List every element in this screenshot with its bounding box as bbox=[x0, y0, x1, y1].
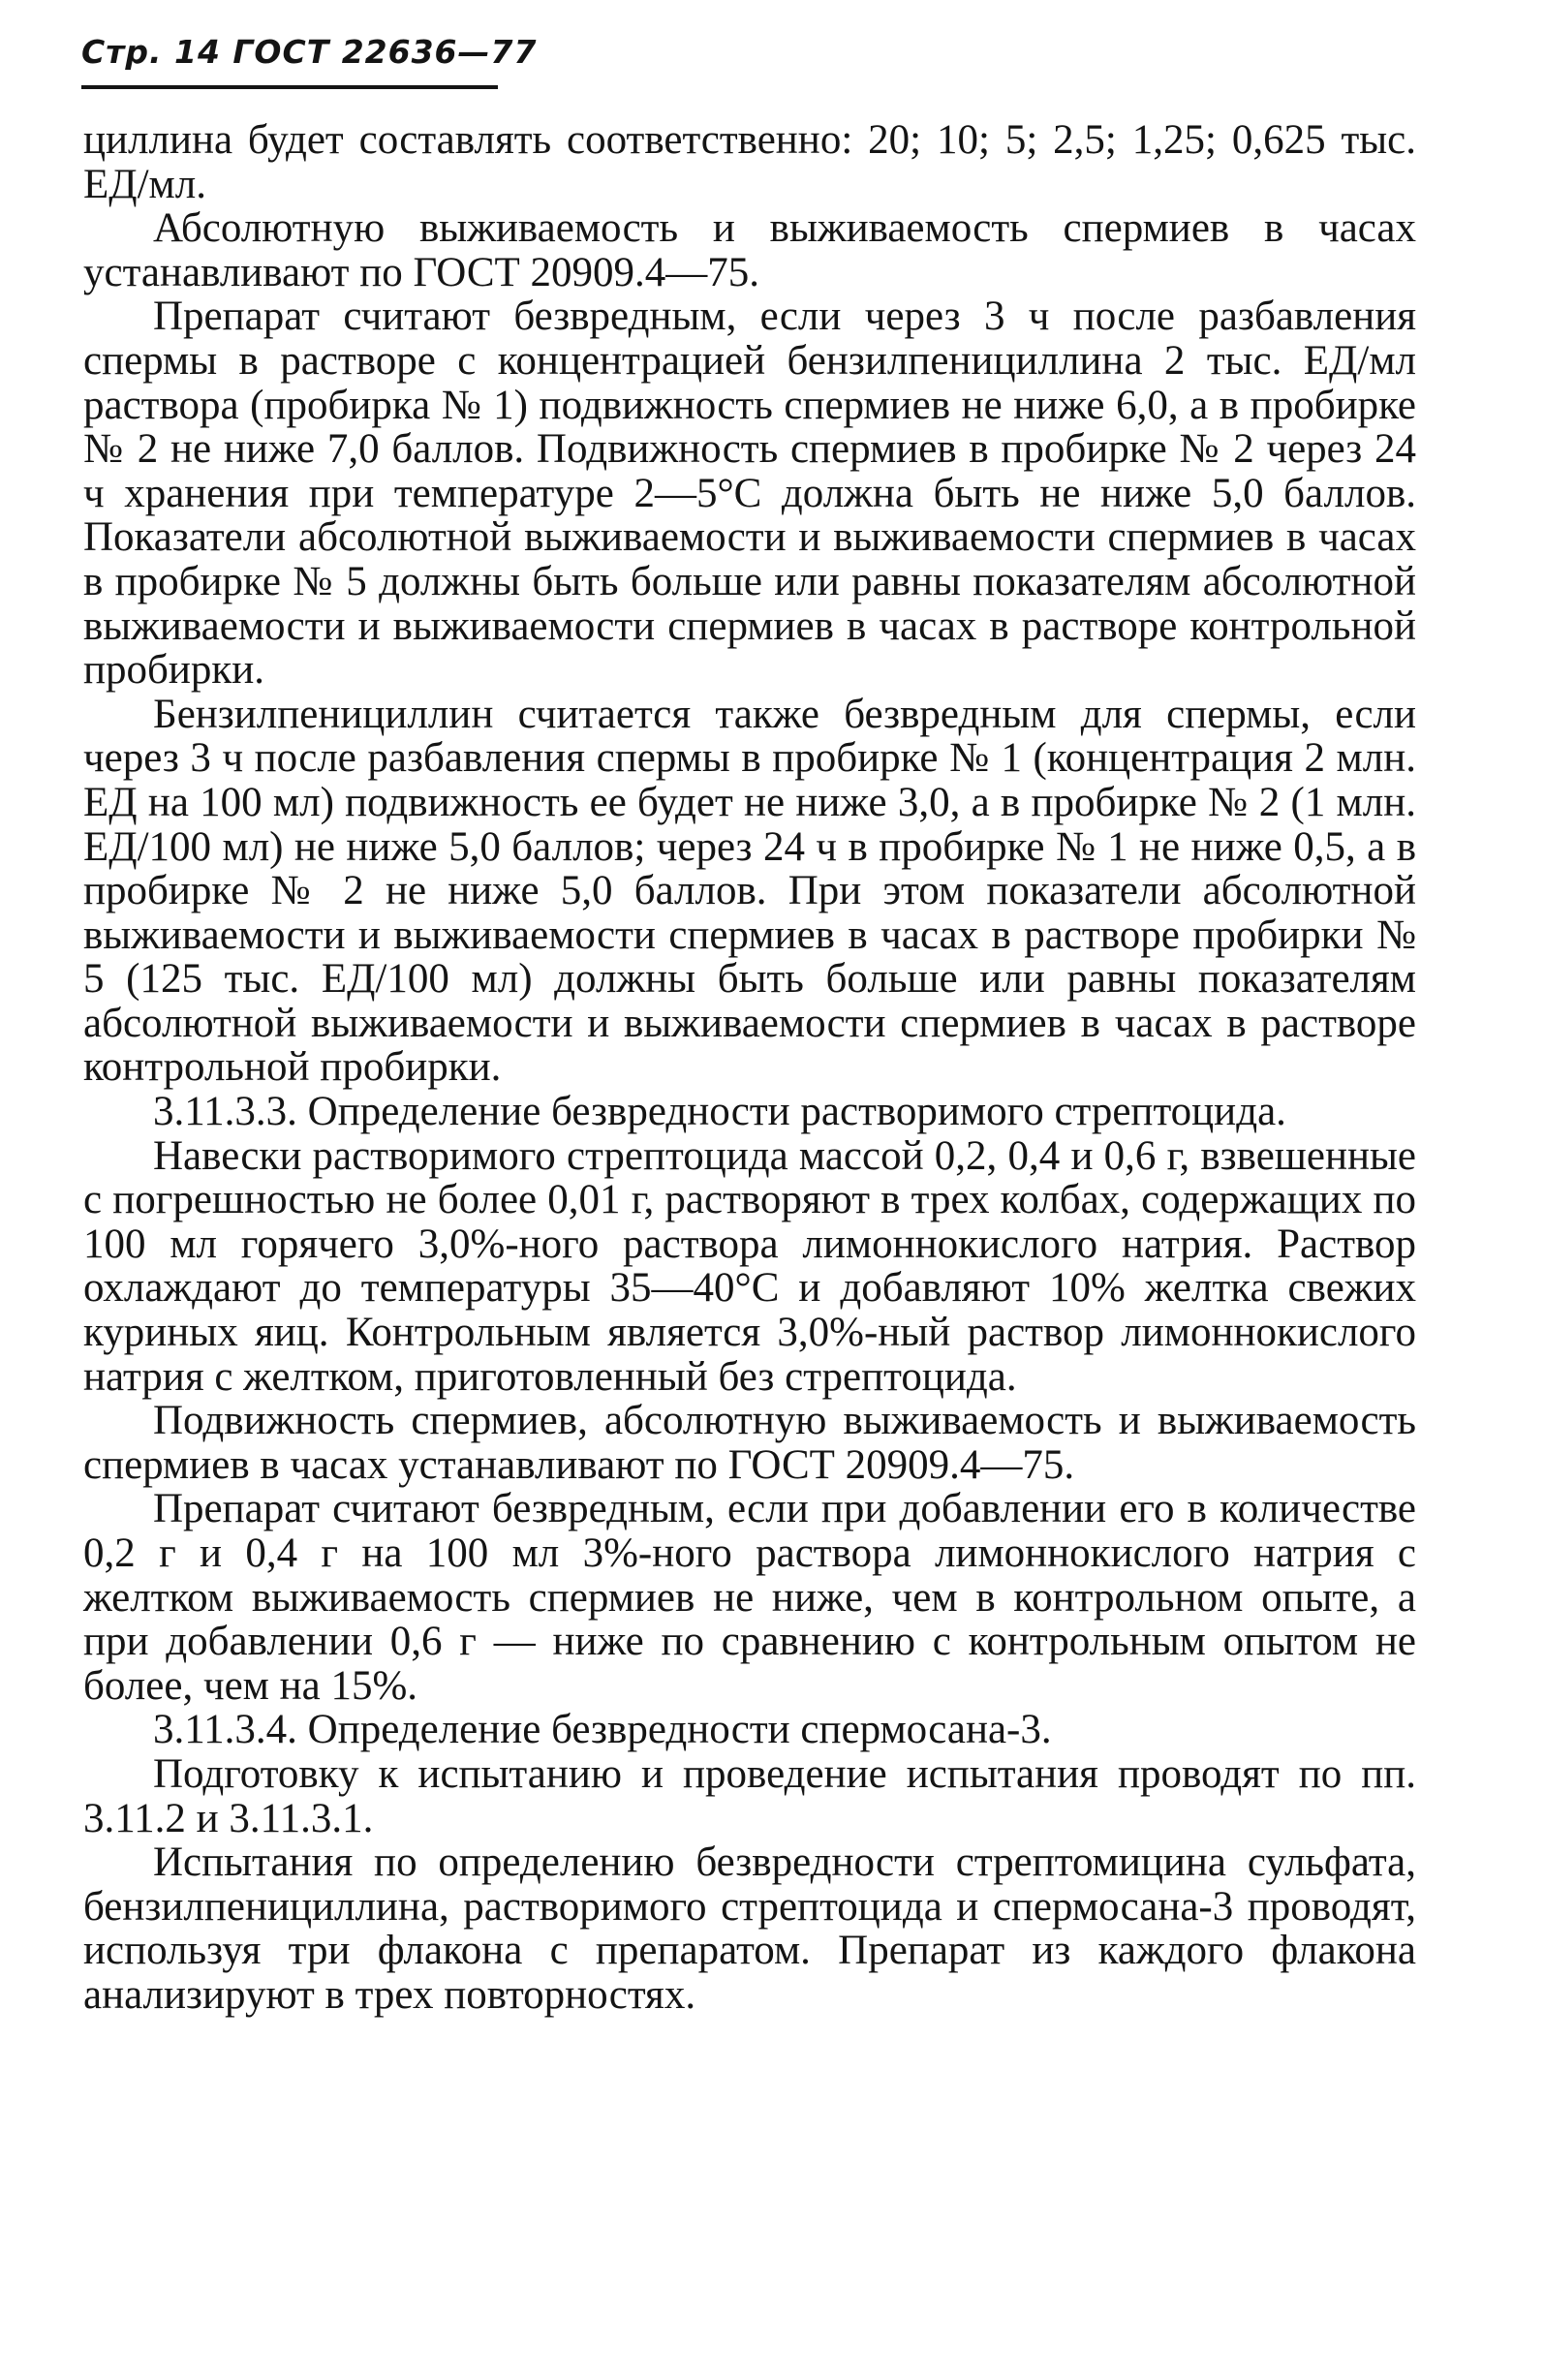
paragraph: Бензилпенициллин считается также безвредным для спермы, если через 3 ч после разбавления спермы в пробирке № 1 (концентрация 2 млн. ЕД на 100 мл) подвижность ее будет не ниже 3,0, а в пробирке № 2 (1 млн. ЕД/100 мл) не ниже 5,0 баллов; через 24 ч в пробирке № 1 не ниже 0,5, а в пробирке № 2 не ниже 5,0 баллов. При этом показатели абсолютной выживаемости и выживаемости спермиев в часах в растворе пробирки № 5 (125 тыс. ЕД/100 мл) должны быть больше или равны показателям абсолютной выживаемости и выживаемости спермиев в часах в растворе контрольной пробирки. bbox=[83, 691, 1416, 1091]
running-header: Стр. 14 ГОСТ 22636—77 bbox=[81, 33, 538, 71]
paragraph: Абсолютную выживаемость и выживаемость спермиев в часах устанавливают по ГОСТ 20909.4—75. bbox=[83, 205, 1416, 295]
section-heading-3-11-3-4: 3.11.3.4. Определение безвредности спермосана-3. bbox=[153, 1707, 1052, 1753]
paragraph-continuation: циллина будет составлять соответственно: 20; 10; 5; 2,5; 1,25; 0,625 тыс. ЕД/мл. bbox=[83, 117, 1416, 207]
paragraph: Препарат считают безвредным, если при добавлении его в количестве 0,2 г и 0,4 г на 100 мл 3%-ного раствора лимоннокислого натрия с желтком выживаемость спермиев не ниже, чем в контрольном опыте, а при добавлении 0,6 г — ниже по сравнению с контрольным опытом не более, чем на 15%. bbox=[83, 1486, 1416, 1709]
header-rule bbox=[81, 85, 498, 89]
section-heading-3-11-3-3: 3.11.3.3. Определение безвредности растворимого стрептоцида. bbox=[153, 1089, 1286, 1135]
paragraph: Препарат считают безвредным, если через 3 ч после разбавления спермы в растворе с концентрацией бензилпенициллина 2 тыс. ЕД/мл раствора (пробирка № 1) подвижность спермиев не ниже 6,0, а в пробирке № 2 не ниже 7,0 баллов. Подвижность спермиев в пробирке № 2 через 24 ч хранения при температуре 2—5°С должна быть не ниже 5,0 баллов. Показатели абсолютной выживаемости и выживаемости спермиев в часах в пробирке № 5 должны быть больше или равны показателям абсолютной выживаемости и выживаемости спермиев в часах в растворе контрольной пробирки. bbox=[83, 294, 1416, 694]
paragraph: Подготовку к испытанию и проведение испытания проводят по пп. 3.11.2 и 3.11.3.1. bbox=[83, 1750, 1416, 1841]
body-text bbox=[83, 118, 1416, 2018]
paragraph: Испытания по определению безвредности стрептомицина сульфата, бензилпенициллина, растворимого стрептоцида и спермосана-3 проводят, используя три флакона с препаратом. Препарат из каждого флакона анализируют в трех повторностях. bbox=[83, 1839, 1416, 2018]
paragraph: Навески растворимого стрептоцида массой 0,2, 0,4 и 0,6 г, взвешенные с погрешностью не более 0,01 г, растворяют в трех колбах, содержащих по 100 мл горячего 3,0%-ного раствора лимоннокислого натрия. Раствор охлаждают до температуры 35—40°С и добавляют 10% желтка свежих куриных яиц. Контрольным является 3,0%-ный раствор лимоннокислого натрия с желтком, приготовленный без стрептоцида. bbox=[83, 1132, 1416, 1400]
paragraph: Подвижность спермиев, абсолютную выживаемость и выживаемость спермиев в часах устанавливают по ГОСТ 20909.4—75. bbox=[83, 1398, 1416, 1488]
